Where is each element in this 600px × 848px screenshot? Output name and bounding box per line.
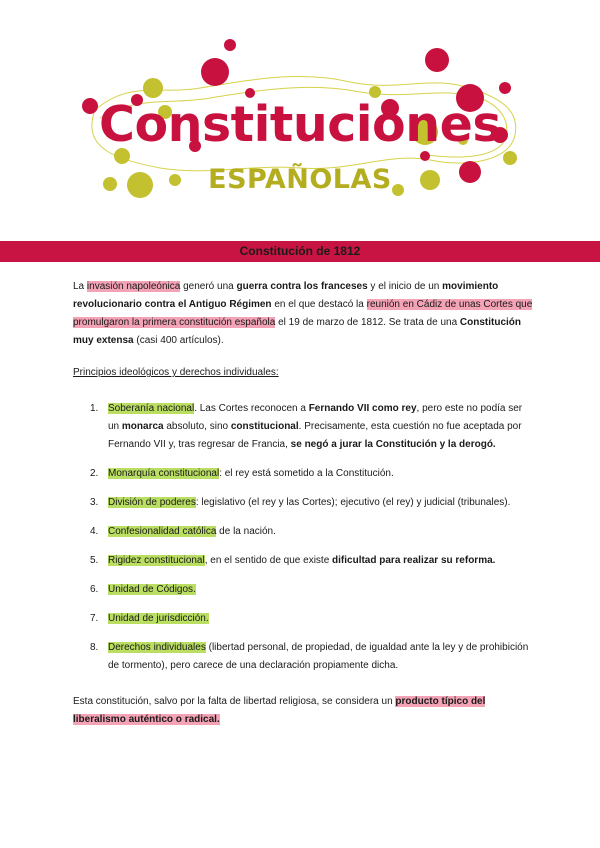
bold-text: Constitución muy extensa <box>73 317 522 346</box>
highlight: Unidad de jurisdicción. <box>108 613 209 624</box>
list-item <box>73 494 533 512</box>
bold-text: dificultad para realizar su reforma. <box>332 555 496 566</box>
dot-crimson <box>425 48 449 72</box>
section-title: Constitución de 1812 <box>239 244 361 258</box>
text: absoluto, sino <box>163 421 231 432</box>
text: y el inicio de un <box>367 281 443 292</box>
text: en el que destacó la <box>271 299 367 310</box>
item-number: 8. <box>90 642 99 653</box>
text: , en el sentido de que existe <box>204 555 333 566</box>
document-body <box>73 278 533 729</box>
list-item <box>73 610 533 628</box>
text: (casi 400 artículos). <box>133 335 224 346</box>
bold-text: Fernando VII como rey <box>308 403 417 414</box>
dot-crimson <box>201 58 229 86</box>
list-item <box>73 552 533 570</box>
item-number: 4. <box>90 526 99 537</box>
highlight: Rigidez constitucional <box>108 555 205 566</box>
list-item <box>73 639 533 675</box>
text: , pero este no podía ser un <box>108 403 523 432</box>
text: . Precisamente, esta cuestión no fue aceptada por Fernando VII y, tras regresar de Francia, <box>108 421 522 450</box>
highlight: Monarquía constitucional <box>108 468 220 479</box>
list-item <box>73 523 533 541</box>
bold-text: se negó a jurar la Constitución y la derogó. <box>290 439 496 450</box>
item-number: 1. <box>90 403 99 414</box>
highlight: Derechos individuales <box>108 642 206 653</box>
dot-olive <box>143 78 163 98</box>
list-item <box>73 400 533 454</box>
text: (libertad personal, de propiedad, de igualdad ante la ley y de prohibición de tormento), pero carece de una declaración propiamente dicha. <box>108 642 529 671</box>
highlight: producto típico del liberalismo auténtico o radical. <box>73 696 486 725</box>
dot-olive <box>503 151 517 165</box>
header-logo <box>0 0 600 238</box>
text: La <box>73 281 87 292</box>
highlight: invasión napoleónica <box>86 281 181 292</box>
bold-text: constitucional <box>230 421 299 432</box>
text: . Las Cortes reconocen a <box>194 403 309 414</box>
dot-crimson <box>224 39 236 51</box>
principles-list <box>73 400 533 675</box>
item-number: 7. <box>90 613 99 624</box>
list-item <box>73 581 533 599</box>
item-number: 5. <box>90 555 99 566</box>
list-item <box>73 465 533 483</box>
logo-title: Constituciones <box>99 96 501 153</box>
bold-text: movimiento revolucionario contra el Antiguo Régimen <box>73 281 499 310</box>
dot-crimson <box>499 82 511 94</box>
item-number: 3. <box>90 497 99 508</box>
highlight: División de poderes <box>108 497 196 508</box>
text: : legislativo (el rey y las Cortes); ejecutivo (el rey) y judicial (tribunales). <box>195 497 511 508</box>
highlight: Unidad de Códigos. <box>108 584 196 595</box>
principles-heading: Principios ideológicos y derechos individuales: <box>73 367 279 378</box>
outro-paragraph <box>73 693 533 729</box>
text: generó una <box>180 281 237 292</box>
highlight: Soberanía nacional <box>108 403 195 414</box>
text: Esta constitución, salvo por la falta de libertad religiosa, se considera un <box>73 696 396 707</box>
highlight: Confesionalidad católica <box>108 526 217 537</box>
intro-paragraph <box>73 278 533 350</box>
item-number: 6. <box>90 584 99 595</box>
bold-text: guerra contra los franceses <box>236 281 368 292</box>
text: el 19 de marzo de 1812. Se trata de una <box>275 317 460 328</box>
bold-text: monarca <box>121 421 164 432</box>
item-number: 2. <box>90 468 99 479</box>
logo-subtitle: ESPAÑOLAS <box>208 164 392 195</box>
text: de la nación. <box>216 526 276 537</box>
text: : el rey está sometido a la Constitución. <box>219 468 394 479</box>
highlight: reunión en Cádiz de unas Cortes que promulgaron la primera constitución española <box>73 299 533 328</box>
